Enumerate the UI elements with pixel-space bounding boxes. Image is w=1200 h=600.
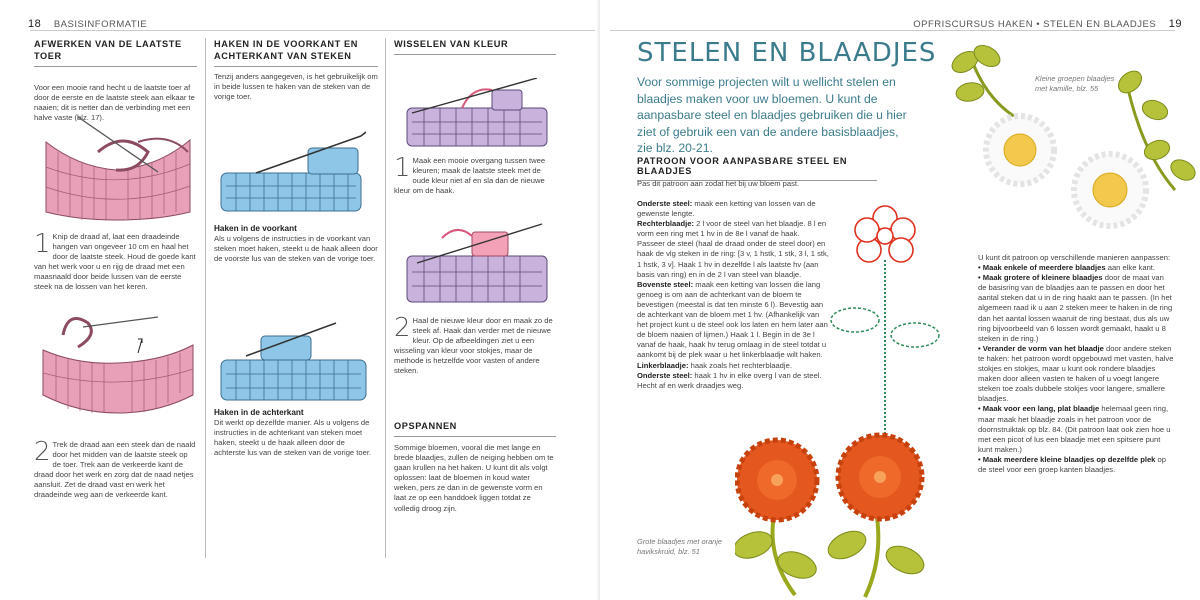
front-loop-section xyxy=(214,218,378,264)
back-loop-illustration xyxy=(216,318,376,408)
finishing-step-2 xyxy=(34,437,197,501)
color-change-step-2 xyxy=(394,313,556,377)
front-loop-text: Als u volgens de instructies in de voorkant van steken moet haken, steekt u de haak alleen door de voorste lus van de steken van de vorige toer. xyxy=(214,234,378,264)
column-divider xyxy=(205,38,206,558)
column-color-change xyxy=(394,38,556,55)
caption-top: Kleine groepen blaadjes met kamille, blz. 55 xyxy=(1035,74,1115,93)
pattern-step: Linkerblaadje: haak zoals het rechterblaadje. xyxy=(637,360,792,370)
left-section-label: BASISINFORMATIE xyxy=(53,19,148,30)
pattern-step: Rechterblaadje: 2 l voor de steel van het blaadje. 8 l en vorm een ring met 1 hv in de 8e l vanaf de haak. Passeer de steel (haal de draad onder de steel door) en haak de vlg steken in de ring: [3 v, 1 hstk, 1 stk, 3 l, 1 stk, 1 hstk, 3 v]. Haak 1 hv in dezelfde l als laatste hv (aan basis van ring) en in de 2 l van steel van blaadje. xyxy=(637,219,829,279)
color-change-step-1 xyxy=(394,153,556,196)
right-running-head xyxy=(913,18,1182,30)
column-divider xyxy=(385,38,386,558)
daisy-flower xyxy=(1074,154,1146,226)
variation-item: • Maak grotere of kleinere blaadjes door de maat van de basisring van de blaadjes aan te passen en door het aantal steken dat u in de ring haakt aan te passen. (In het algemeen raad ik u aan 2 steken meer te haken in de ring dan het aantal lossen waaruit de ring bestaat, dus als uw ring bijvoorbeeld van 6 lossen wordt gemaakt, haakt u 8 steken in de ring.) xyxy=(978,273,1173,343)
step-number: 1 xyxy=(34,229,51,259)
column-front-back xyxy=(214,38,378,102)
variations-list xyxy=(978,253,1174,475)
step-text: Haal de nieuwe kleur door en maak zo de steek af. Haak dan verder met de nieuwe kleur. Op de afbeeldingen ziet u een wisseling van kleur voor stokjes, maar de methode is hetzelfde voor vasten of andere steken. xyxy=(394,316,553,376)
front-back-intro: Tenzij anders aangegeven, is het gebruikelijk om in beide lussen te haken van de steken van de vorige toer. xyxy=(214,72,378,102)
blocking-text: Sommige bloemen, vooral die met lange en brede blaadjes, zullen de neiging hebben om te gaan krullen na het haken. U kunt dit als volgt oplossen: laat de bloemen in koud water weken, pers ze dan in de gewenste vorm en laat ze op een handdoek liggen totdat ze volledig droog zijn. xyxy=(394,443,554,513)
pattern-heading: PATROON VOOR AANPASBARE STEEL EN BLAADJES xyxy=(637,156,877,181)
left-running-head xyxy=(28,18,147,30)
header-rule xyxy=(30,30,595,31)
heading-finishing: AFWERKEN VAN DE LAATSTE TOER xyxy=(34,38,197,67)
color-change-illustration-1 xyxy=(402,78,552,150)
finishing-illustration-1 xyxy=(38,112,198,222)
finishing-step-1 xyxy=(34,229,197,293)
pattern-step: Onderste steel: maak een ketting van lossen van de gewenste lengte. xyxy=(637,199,816,219)
variation-item: • Maak enkele of meerdere blaadjes aan elke kant. xyxy=(978,263,1156,273)
page-intro: Voor sommige projecten wilt u wellicht stelen en blaadjes maken voor uw bloemen. U kunt de aanpasbare steel en blaadjes gebruiken die u hier ziet of gebruik een van de andere basisblaadjes, zie blz. 20-21. xyxy=(637,75,907,156)
stem-leaves-diagram xyxy=(825,200,945,440)
heading-blocking: OPSPANNEN xyxy=(394,420,556,437)
right-page-number: 19 xyxy=(1168,18,1182,30)
column-finishing xyxy=(34,38,197,123)
right-section-label: OPFRISCURSUS HAKEN • STELEN EN BLAADJES xyxy=(913,19,1157,30)
caption-bottom: Grote blaadjes met oranje havikskruid, blz. 51 xyxy=(637,537,723,556)
heading-color-change: WISSELEN VAN KLEUR xyxy=(394,38,556,55)
daisy-flower xyxy=(986,116,1054,184)
color-change-illustration-2 xyxy=(402,218,552,306)
finishing-intro: Voor een mooie rand hecht u de laatste toer af door de eerste en de laatste steek aan elkaar te naaien; dit is netter dan de verbinding met een halve vaste (blz. 17). xyxy=(34,83,195,123)
step-text: Trek de draad aan een steek dan de naald door het midden van de laatste steek op de toer. Trek aan de verkeerde kant de draad door het werk en zorg dat de naad netjes aansluit. Zet de draad vast en werk het draadeinde weg aan de verkeerde kant. xyxy=(34,440,196,500)
step-text: Knip de draad af, laat een draadeinde hangen van ongeveer 10 cm en haal het door de laatste steek. Houd de goede kant van het werk voor u en rijg de draad met een maasnaald door beide lussen van de eerste steek na de lossen van het keren. xyxy=(34,232,196,292)
orange-flower xyxy=(737,440,817,520)
page-title: STELEN EN BLAADJES xyxy=(637,38,937,68)
pattern-step: Bovenste steel: maak een ketting van lossen die lang genoeg is om aan de achterkant van de bloem te bevestigen (meestal is dat ten minste 6 l). Bevestig aan de achterkant van de bloem met 1 hv. (Afhankelijk van het project kunt u de steel ook los laten en hem later aan de bloem naaien of lijmen.) Haak 1 l. Begin in de 3e l vanaf de haak, haak hv terug omlaag in de steel totdat u aankomt bij de plek waar u het linkerblaadje wilt haken. xyxy=(637,279,828,360)
finishing-illustration-2 xyxy=(38,305,198,415)
pattern-instructions xyxy=(637,199,829,391)
heading-front-back: HAKEN IN DE VOORKANT EN ACHTERKANT VAN STEKEN xyxy=(214,38,378,67)
step-number: 2 xyxy=(394,313,411,343)
variation-item: • Maak meerdere kleine blaadjes op dezelfde plek op de steel voor een groep kanten blaadjes. xyxy=(978,454,1166,474)
variations-intro: U kunt dit patroon op verschillende manieren aanpassen: xyxy=(978,253,1171,262)
variation-item: • Maak voor een lang, plat blaadje helemaal geen ring, maar maak het blaadje zoals in het patroon voor de doornstruiktak op blz. 84. (Dit patroon laat ook zien hoe u met een picot of lus een blaadje met een spitsere punt kunt maken.) xyxy=(978,404,1171,454)
daisy-leaves-photo xyxy=(925,40,1200,240)
orange-flower xyxy=(838,435,922,519)
front-loop-illustration xyxy=(216,128,376,218)
left-page-number: 18 xyxy=(28,18,42,30)
blocking-section xyxy=(394,420,556,514)
header-rule xyxy=(610,30,1175,31)
back-loop-heading: Haken in de achterkant xyxy=(214,408,304,417)
step-number: 1 xyxy=(394,153,411,183)
variation-item: • Verander de vorm van het blaadje door andere steken te haken: het patroon wordt opgebouwd met vasten, halve stokjes en stokjes, maar u kunt ook rondere blaadjes maken door alleen vasten te haken of u voegt langere steken toe zoals dubbele stokjes voor langere, smallere blaadjes. xyxy=(978,343,1174,404)
back-loop-section xyxy=(214,402,378,458)
pattern-step: Onderste steel: haak 1 hv in elke overg l van de steel. Hecht af en werk draadjes weg. xyxy=(637,370,822,390)
front-loop-heading: Haken in de voorkant xyxy=(214,224,297,233)
pattern-lead: Pas dit patroon aan zodat het bij uw bloem past. xyxy=(637,179,800,188)
orange-flowers-photo xyxy=(735,425,925,600)
step-text: Maak een mooie overgang tussen twee kleuren; maak de laatste steek met de oude kleur niet af en sla dan de nieuwe kleur om de haak. xyxy=(394,156,546,196)
back-loop-text: Dit werkt op dezelfde manier. Als u volgens de instructies in de achterkant van steken moet haken, steekt u de haak alleen door de achterste lus van de steken van de vorige toer. xyxy=(214,418,372,458)
step-number: 2 xyxy=(34,437,51,467)
